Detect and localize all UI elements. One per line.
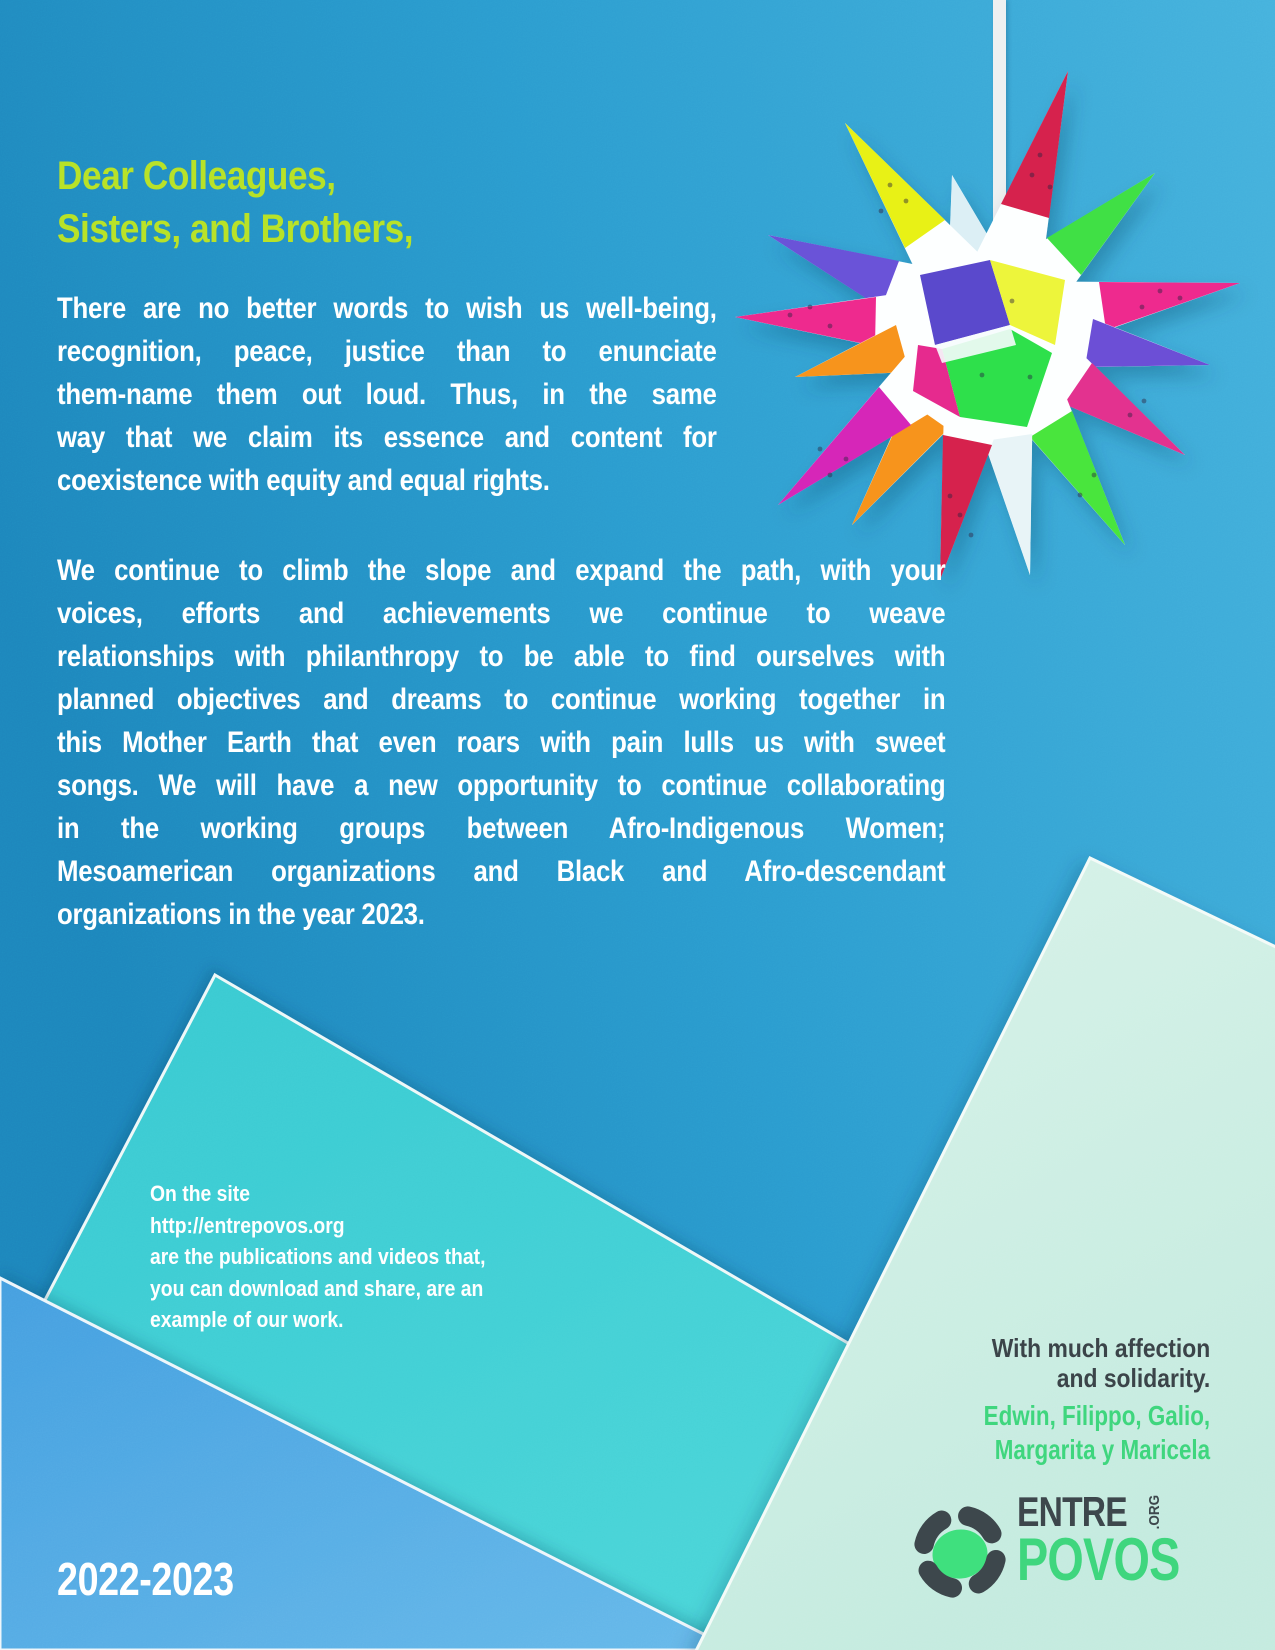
para-line: recognition, peace, justice than to enunciate [57, 335, 717, 368]
entrepovos-logo-mark-icon [909, 1498, 1011, 1606]
signature-names [984, 1399, 1210, 1467]
logo-entre-text: ENTRE [1016, 1488, 1127, 1535]
para-line: We continue to climb the slope and expand the path, with your [57, 554, 946, 587]
site-note-line: are the publications and videos that, [150, 1244, 486, 1269]
para-line: There are no better words to wish us well-being, [57, 292, 717, 325]
para-line: voices, efforts and achievements we continue to weave [57, 597, 946, 630]
para-line: them-name them out loud. Thus, in the same [57, 378, 717, 411]
logo-povos-text: POVOS [1016, 1526, 1180, 1593]
para-line: in the working groups between Afro-Indigenous Women; [57, 812, 946, 845]
para-line: Mesoamerican organizations and Black and Afro-descendant [57, 855, 946, 888]
heading-line: Dear Colleagues, [57, 154, 336, 198]
names-line: Margarita y Maricela [994, 1434, 1210, 1465]
para-line: relationships with philanthropy to be able to find ourselves with [57, 640, 946, 673]
closing-farewell [992, 1333, 1210, 1393]
logo-org-text: .ORG [1145, 1494, 1163, 1530]
greeting-heading [57, 150, 413, 256]
logo-wordmark [1016, 1488, 1225, 1593]
para-line: planned objectives and dreams to continue working together in [57, 683, 946, 716]
star-spikes [735, 71, 1240, 580]
para-line: coexistence with equity and equal rights. [57, 464, 550, 497]
names-line: Edwin, Filippo, Galio, [983, 1400, 1210, 1431]
para-line: organizations in the year 2023. [57, 898, 425, 931]
para-line: songs. We will have a new opportunity to continue collaborating [57, 769, 946, 802]
paragraph-wellbeing [57, 287, 717, 502]
paragraph-collaboration [57, 549, 945, 936]
site-note-line: On the site [150, 1181, 251, 1206]
website-url[interactable]: http://entrepovos.org [150, 1212, 345, 1238]
closing-line: and solidarity. [1056, 1363, 1210, 1393]
heading-line: Sisters, and Brothers, [57, 207, 414, 251]
entrepovos-logo [909, 1488, 1225, 1606]
para-line: way that we claim its essence and content for [57, 421, 717, 454]
para-line: this Mother Earth that even roars with pain lulls us with sweet [57, 726, 946, 759]
closing-line: With much affection [991, 1333, 1210, 1363]
website-note [150, 1178, 554, 1336]
report-years: 2022-2023 [57, 1553, 234, 1605]
site-note-line: you can download and share, are an [150, 1275, 484, 1301]
site-note-line: example of our work. [150, 1307, 344, 1332]
